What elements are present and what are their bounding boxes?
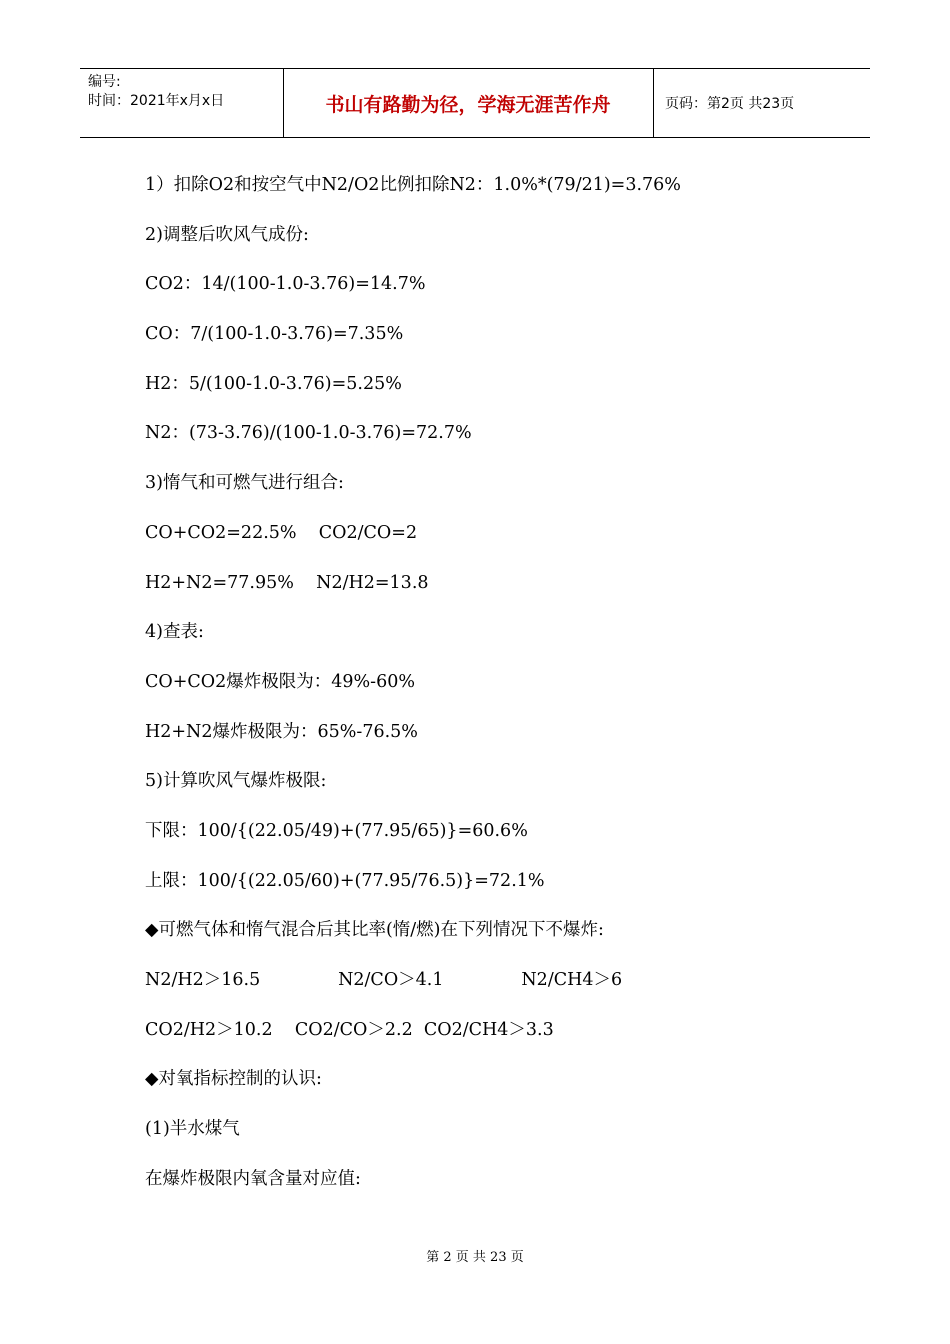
text-line: 4)查表: (145, 622, 204, 643)
text-line: 在爆炸极限内氧含量对应值: (145, 1168, 361, 1189)
text-line: N2：(73-3.76)/(100-1.0-3.76)=72.7% (145, 423, 472, 444)
date-label: 时间：2021年x月x日 (88, 93, 225, 109)
text-line: (1)半水煤气 (145, 1119, 240, 1140)
text-line: 5)计算吹风气爆炸极限: (145, 771, 327, 792)
text-line: CO+CO2爆炸极限为：49%-60% (145, 671, 415, 692)
text-line: H2+N2=77.95% N2/H2=13.8 (145, 572, 429, 593)
header-divider (653, 69, 654, 137)
document-body (145, 170, 865, 1213)
text-line: 上限：100/{(22.05/60)+(77.95/76.5)}=72.1% (145, 870, 545, 891)
page-footer: 第 2 页 共 23 页 (426, 1250, 524, 1265)
text-line: ◆对氧指标控制的认识: (145, 1069, 322, 1090)
text-line: N2/H2＞16.5 N2/CO＞4.1 N2/CH4＞6 (145, 970, 623, 990)
text-line: ◆可燃气体和惰气混合后其比率(惰/燃)在下列情况下不爆炸: (145, 920, 604, 941)
number-label: 编号: (88, 74, 121, 90)
text-line: CO：7/(100-1.0-3.76)=7.35% (145, 324, 404, 345)
page-header (80, 68, 870, 138)
text-line: CO2/H2＞10.2 CO2/CO＞2.2 CO2/CH4＞3.3 (145, 1019, 554, 1040)
text-line: 1）扣除O2和按空气中N2/O2比例扣除N2：1.0%*(79/21)=3.76% (145, 175, 681, 195)
text-line: H2：5/(100-1.0-3.76)=5.25% (145, 373, 402, 394)
text-line: 2)调整后吹风气成份: (145, 224, 309, 245)
header-motto: 书山有路勤为径，学海无涯苦作舟 (325, 93, 611, 116)
text-line: CO+CO2=22.5% CO2/CO=2 (145, 522, 418, 543)
text-line: 下限：100/{(22.05/49)+(77.95/65)}=60.6% (145, 820, 528, 841)
text-line: 3)惰气和可燃气进行组合: (145, 473, 344, 494)
header-left (88, 73, 224, 111)
text-line: H2+N2爆炸极限为：65%-76.5% (145, 721, 418, 742)
header-page-info: 页码：第2页 共23页 (665, 96, 795, 112)
text-line: CO2：14/(100-1.0-3.76)=14.7% (145, 274, 426, 295)
